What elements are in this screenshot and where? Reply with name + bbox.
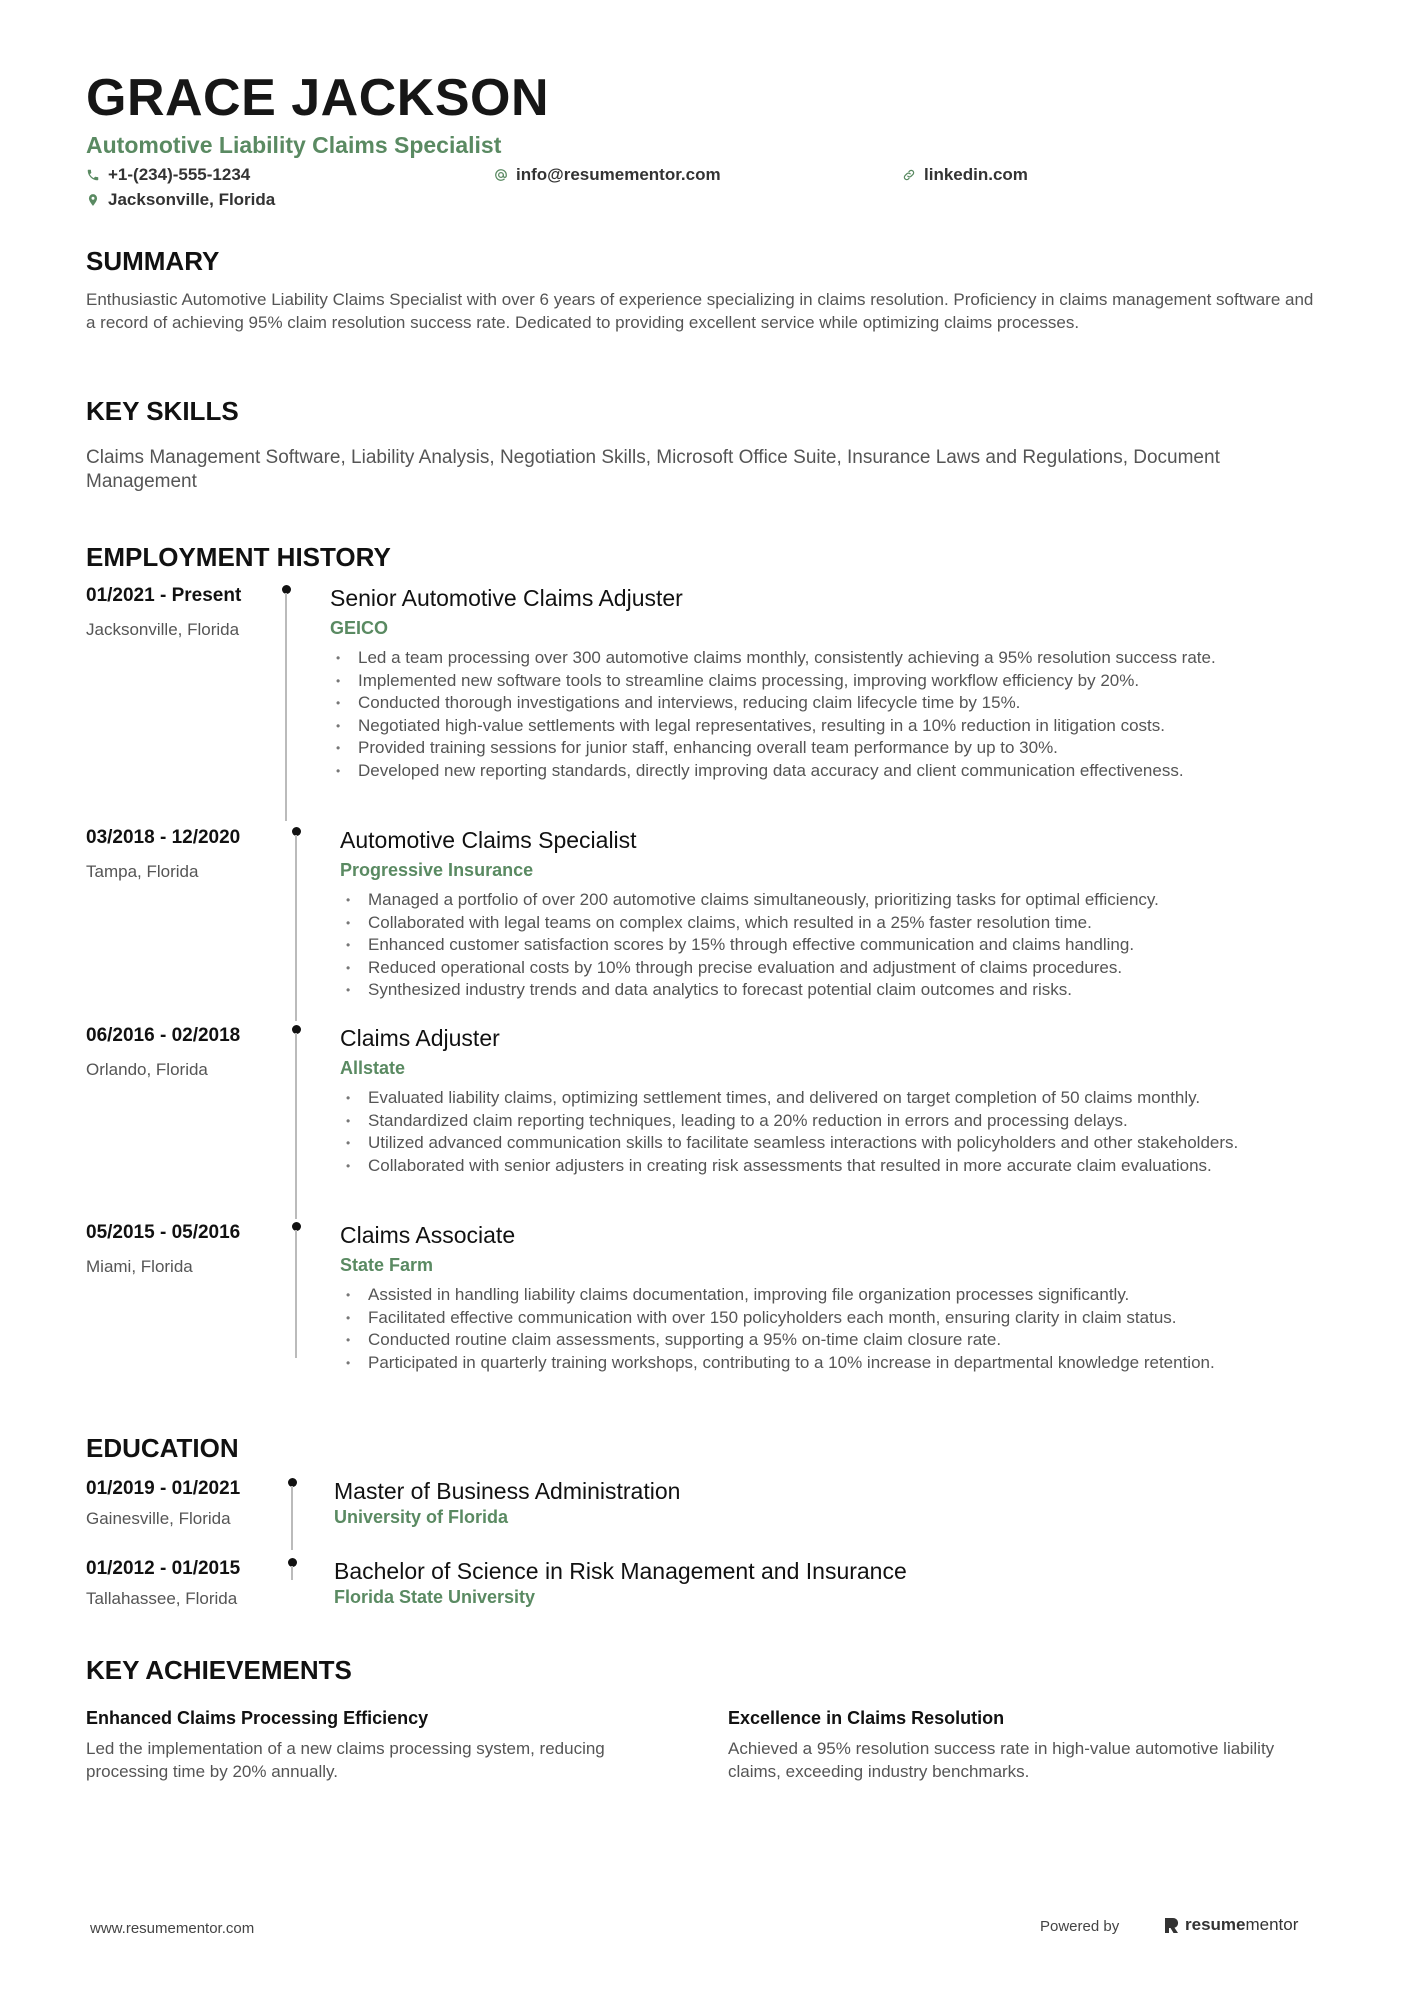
education-location: Tallahassee, Florida xyxy=(86,1589,238,1608)
list-item: • Implemented new software tools to streamline claims processing, improving workflow efficiency by 20%. xyxy=(330,670,1310,693)
job-company: GEICO xyxy=(330,618,389,638)
timeline-line xyxy=(285,593,287,821)
degree-title: Master of Business Administration xyxy=(334,1478,681,1504)
timeline-line xyxy=(291,1566,293,1580)
list-item: • Utilized advanced communication skills to facilitate seamless interactions with policyholders and other stakeholders. xyxy=(340,1132,1340,1155)
list-item: • Facilitated effective communication with over 150 policyholders each month, ensuring clarity in claim status. xyxy=(340,1307,1340,1330)
list-item: • Synthesized industry trends and data analytics to forecast potential claim outcomes and risks. xyxy=(340,979,1340,1002)
list-item: • Collaborated with legal teams on complex claims, which resulted in a 25% faster resolution time. xyxy=(340,912,1340,935)
achievement-text: Achieved a 95% resolution success rate in high-value automotive liability claims, exceeding industry benchmarks. xyxy=(728,1739,1275,1781)
job-dates: 05/2015 - 05/2016 xyxy=(86,1222,241,1243)
skills-heading: KEY SKILLS xyxy=(86,396,239,426)
timeline-line xyxy=(295,835,297,1021)
job-bullets xyxy=(340,889,1340,1002)
linkedin-link[interactable]: linkedin.com xyxy=(924,165,1028,184)
list-item: • Negotiated high-value settlements with legal representatives, resulting in a 10% reduction in litigation costs. xyxy=(330,715,1310,738)
contact-location xyxy=(86,190,275,210)
footer-url[interactable]: www.resumementor.com xyxy=(90,1920,255,1937)
summary-heading: SUMMARY xyxy=(86,246,220,276)
timeline-line xyxy=(295,1230,297,1358)
timeline-line xyxy=(295,1033,297,1219)
link-icon xyxy=(902,168,916,182)
job-title: Claims Associate xyxy=(340,1222,516,1248)
list-item: • Evaluated liability claims, optimizing settlement times, and delivered on target completion of 50 claims monthly. xyxy=(340,1087,1340,1110)
school-name: University of Florida xyxy=(334,1507,509,1527)
skills-text: Claims Management Software, Liability Analysis, Negotiation Skills, Microsoft Office Suite, Insurance Laws and Regulations, Document Management xyxy=(86,447,1220,492)
list-item: • Managed a portfolio of over 200 automotive claims simultaneously, prioritizing tasks for optimal efficiency. xyxy=(340,889,1340,912)
candidate-name: GRACE JACKSON xyxy=(86,69,549,127)
job-dates: 06/2016 - 02/2018 xyxy=(86,1025,241,1046)
achievement-title: Excellence in Claims Resolution xyxy=(728,1708,1005,1728)
list-item: • Participated in quarterly training workshops, contributing to a 10% increase in departmental knowledge retention. xyxy=(340,1352,1340,1375)
contact-phone xyxy=(86,165,250,185)
location-text: Jacksonville, Florida xyxy=(108,190,276,209)
list-item: • Reduced operational costs by 10% through precise evaluation and adjustment of claims procedures. xyxy=(340,957,1340,980)
job-location: Jacksonville, Florida xyxy=(86,620,240,639)
job-bullets xyxy=(340,1087,1340,1177)
resumementor-logo[interactable] xyxy=(1163,1915,1298,1935)
achievement-item xyxy=(86,1708,666,1783)
job-location: Tampa, Florida xyxy=(86,862,199,881)
phone-text: +1-(234)-555-1234 xyxy=(108,165,251,184)
logo-mark-icon xyxy=(1163,1916,1179,1934)
education-dates: 01/2019 - 01/2021 xyxy=(86,1478,241,1499)
logo-text-bold: resume xyxy=(1185,1915,1246,1934)
job-dates: 01/2021 - Present xyxy=(86,585,242,606)
logo-text-light: mentor xyxy=(1245,1915,1299,1934)
list-item: • Conducted routine claim assessments, supporting a 95% on-time claim closure rate. xyxy=(340,1329,1340,1352)
degree-title: Bachelor of Science in Risk Management and Insurance xyxy=(334,1558,907,1584)
education-location: Gainesville, Florida xyxy=(86,1509,231,1528)
powered-by-text: Powered by xyxy=(1040,1918,1120,1935)
list-item: • Led a team processing over 300 automotive claims monthly, consistently achieving a 95% resolution success rate. xyxy=(330,647,1310,670)
list-item: • Enhanced customer satisfaction scores by 15% through effective communication and claims handling. xyxy=(340,934,1340,957)
achievement-text: Led the implementation of a new claims processing system, reducing processing time by 20% annually. xyxy=(86,1739,605,1781)
phone-icon xyxy=(86,168,100,182)
list-item: • Conducted thorough investigations and interviews, reducing claim lifecycle time by 15%. xyxy=(330,692,1310,715)
school-name: Florida State University xyxy=(334,1587,536,1607)
job-bullets xyxy=(340,1284,1340,1374)
job-location: Miami, Florida xyxy=(86,1257,193,1276)
job-bullets xyxy=(330,647,1310,782)
job-location: Orlando, Florida xyxy=(86,1060,208,1079)
email-link[interactable]: info@resumementor.com xyxy=(516,165,721,184)
job-dates: 03/2018 - 12/2020 xyxy=(86,827,241,848)
summary-text: Enthusiastic Automotive Liability Claims Specialist with over 6 years of experience specializing in claims resolution. Proficiency in claims management software and a record of achieving 95% claim resolution success rate. Dedicated to providing excellent service while optimizing claims processes. xyxy=(86,290,1314,332)
job-title: Claims Adjuster xyxy=(340,1025,500,1051)
education-dates: 01/2012 - 01/2015 xyxy=(86,1558,241,1579)
list-item: • Provided training sessions for junior staff, enhancing overall team performance by up to 30%. xyxy=(330,737,1310,760)
timeline-line xyxy=(291,1486,293,1550)
list-item: • Collaborated with senior adjusters in creating risk assessments that resulted in more accurate claim evaluations. xyxy=(340,1155,1340,1178)
list-item: • Assisted in handling liability claims documentation, improving file organization processes significantly. xyxy=(340,1284,1340,1307)
achievements-heading: KEY ACHIEVEMENTS xyxy=(86,1655,352,1685)
location-pin-icon xyxy=(86,193,100,207)
contact-email xyxy=(494,165,721,185)
achievement-item xyxy=(728,1708,1308,1783)
list-item: • Developed new reporting standards, directly improving data accuracy and client communication effectiveness. xyxy=(330,760,1310,783)
job-title: Automotive Liability Claims Specialist xyxy=(86,132,502,158)
list-item: • Standardized claim reporting techniques, leading to a 20% reduction in errors and processing delays. xyxy=(340,1110,1340,1133)
education-heading: EDUCATION xyxy=(86,1433,239,1463)
job-company: Allstate xyxy=(340,1058,406,1078)
employment-heading: EMPLOYMENT HISTORY xyxy=(86,542,391,572)
job-title: Automotive Claims Specialist xyxy=(340,827,637,853)
job-company: Progressive Insurance xyxy=(340,860,534,880)
job-title: Senior Automotive Claims Adjuster xyxy=(330,585,683,611)
at-icon xyxy=(494,168,508,182)
contact-linkedin xyxy=(902,165,1028,185)
job-company: State Farm xyxy=(340,1255,434,1275)
achievement-title: Enhanced Claims Processing Efficiency xyxy=(86,1708,429,1728)
